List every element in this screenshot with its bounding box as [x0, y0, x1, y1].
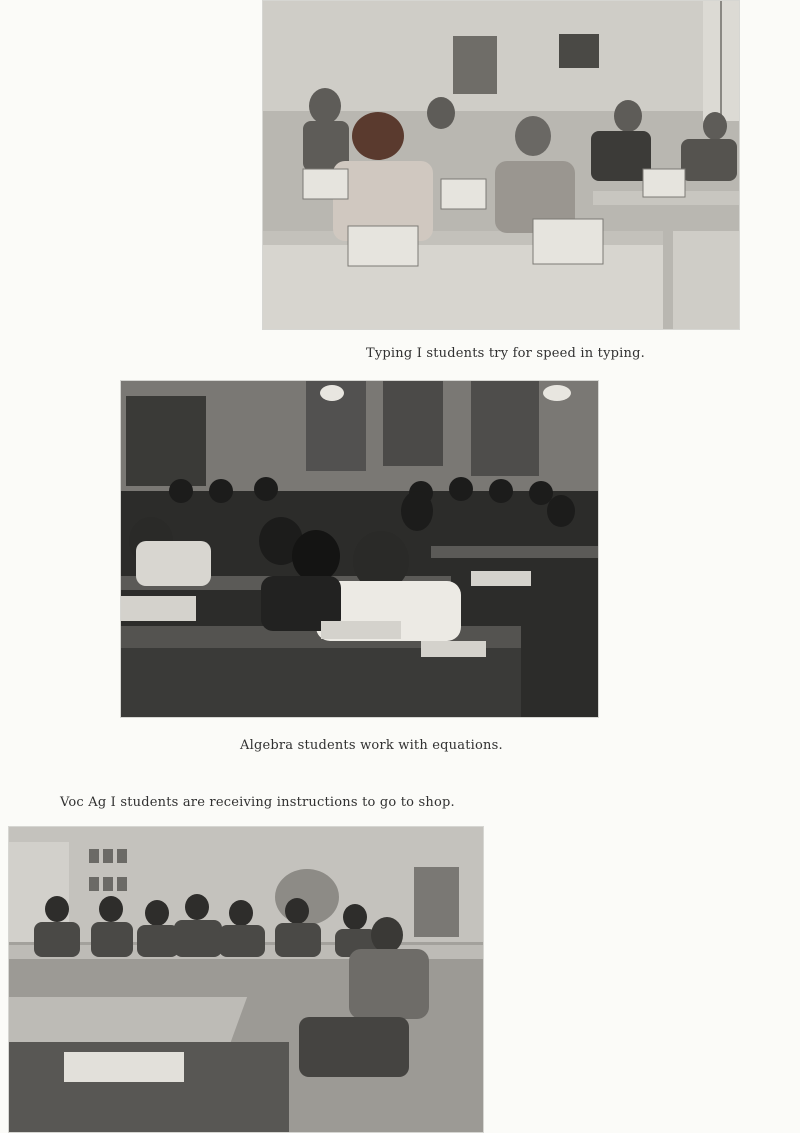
algebra-caption: Algebra students work with equations. — [240, 738, 503, 753]
typing-caption: Typing I students try for speed in typing. — [366, 346, 645, 361]
vocag-caption: Voc Ag I students are receiving instructions to go to shop. — [60, 795, 455, 810]
algebra-class-photo — [120, 380, 599, 718]
vocag-class-photo — [8, 826, 484, 1133]
typing-class-photo — [262, 0, 740, 330]
